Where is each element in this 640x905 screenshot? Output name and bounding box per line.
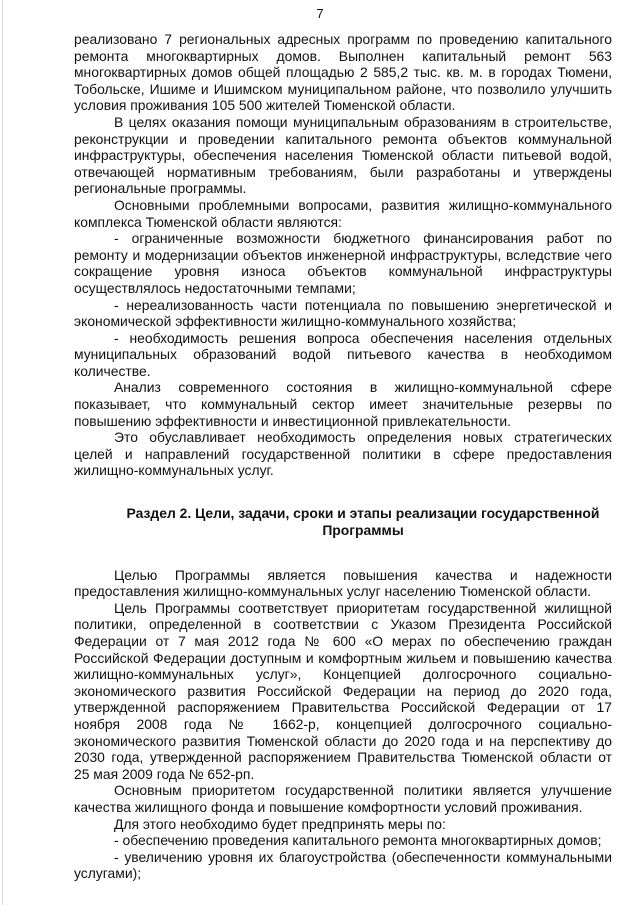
- page-number: 7: [316, 6, 324, 21]
- list-item-pitevaya-voda: - необходимость решения вопроса обеспечения населения отдельных муниципальных образований водой питьевого качества в необходимом количестве.: [74, 329, 612, 379]
- scan-edge-line: [2, 0, 3, 905]
- paragraph-pomoshch-municipalitetam: В целях оказания помощи муниципальным образованиям в строительстве, реконструкции и проведении капитального ремонта объектов коммунальной инфраструктуры, обеспечения населения Тюменской области питьевой водой, отвечающей нормативным требованиям, были разработаны и утверждены региональные программы.: [74, 113, 612, 197]
- paragraph-prioritety-politiki: Цель Программы соответствует приоритетам государственной жилищной политики, определенной в соответствии с Указом Президента Российской Федерации от 7 мая 2012 года № 600 «О мерах по обеспечению граждан Российской Федерации доступным и комфортным жильем и повышению качества жилищно-коммунальных услуг», Концепцией долгосрочного социально-экономического развития Российской Федерации на период до 2020 года, утвержденной распоряжением Правительства Российской Федерации от 17 ноября 2008 года № 1662-р, концепцией долгосрочного социально-экономического развития Тюменской области до 2020 года и на перспективу до 2030 года, утвержденной распоряжением Правительства Тюменской области от 25 мая 2009 года № 652-рп.: [74, 599, 612, 782]
- page-body: [74, 31, 612, 882]
- paragraph-cel-programmy: Целью Программы является повышения качества и надежности предоставления жилищно-коммунальных услуг населению Тюменской области.: [74, 566, 612, 600]
- list-item-finansirovanie: - ограниченные возможности бюджетного финансирования работ по ремонту и модернизации объектов инженерной инфраструктуры, вследствие чего сокращение уровня износа объектов коммунальной инфраструктуры осуществлялось недостаточными темпами;: [74, 230, 612, 296]
- paragraph-novye-celi: Это обуславливает необходимость определения новых стратегических целей и направлений государственной политики в сфере предоставления жилищно-коммунальных услуг.: [74, 429, 612, 479]
- list-item-kapremont: - обеспечению проведения капитального ремонта многоквартирных домов;: [114, 832, 602, 849]
- paragraph-analiz-sostoyaniya: Анализ современного состояния в жилищно-коммунальной сфере показывает, что коммунальный сектор имеет значительные резервы по повышению эффективности и инвестиционной привлекательности.: [74, 379, 612, 429]
- paragraph-osnovnoy-prioritet: Основным приоритетом государственной политики является улучшение качества жилищного фонда и повышение комфортности условий проживания.: [74, 782, 612, 815]
- paragraph-adresnye-programmy: реализовано 7 региональных адресных программ по проведению капитального ремонта многоквартирных домов. Выполнен капитальный ремонт 563 многоквартирных домов общей площадью 2 585,2 тыс. кв. м. в городах Тюмени, Тобольске, Ишиме и Ишимском муниципальном районе, что позволило улучшить условия проживания 105 500 жителей Тюменской области.: [74, 31, 612, 114]
- paragraph-mery: Для этого необходимо будет предпринять меры по:: [114, 815, 446, 832]
- paragraph-problemnye-voprosy: Основными проблемными вопросами, развития жилищно-коммунального комплекса Тюменской области являются:: [74, 196, 612, 230]
- list-item-blagoustroystvo: - увеличению уровня их благоустройства (обеспеченности коммунальными услугами);: [74, 848, 612, 882]
- section-heading: Раздел 2. Цели, задачи, сроки и этапы реализации государственной Программы: [126, 505, 600, 538]
- list-item-energoeffektivnost: - нереализованность части потенциала по повышению энергетической и экономической эффективности жилищно-коммунального хозяйства;: [74, 296, 612, 330]
